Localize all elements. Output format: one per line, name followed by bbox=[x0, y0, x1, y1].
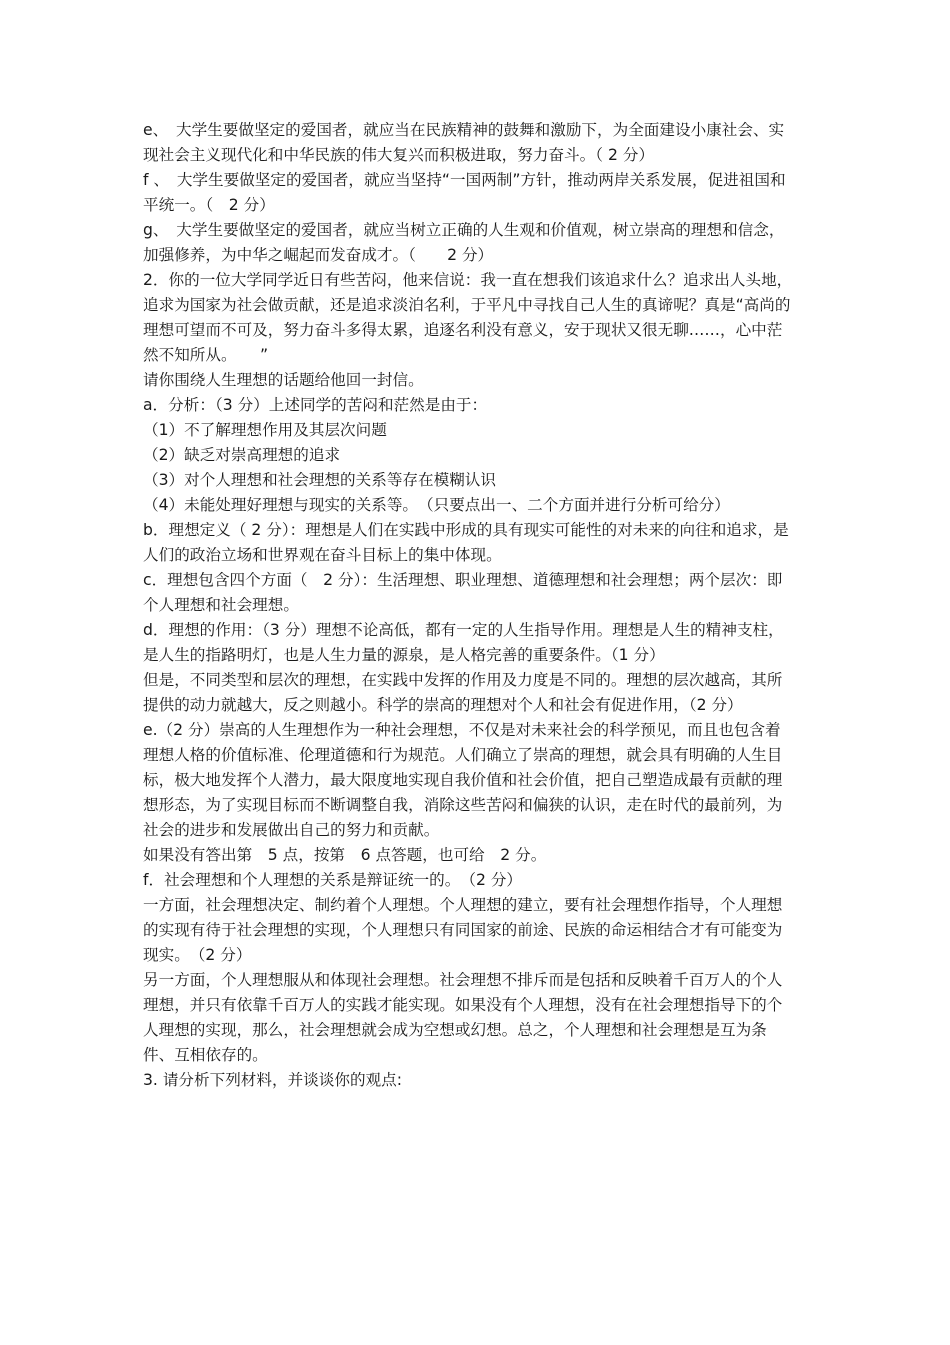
answer-f-other-side: 另一方面，个人理想服从和体现社会理想。社会理想不排斥而是包括和反映着千百万人的个人理想，并只有依靠千百万人的实践才能实现。如果没有个人理想，没有在社会理想指导下的个人理想的实现，那么，社会理想就会成为空想或幻想。总之，个人理想和社会理想是互为条件、互相依存的。 bbox=[143, 971, 783, 1064]
answer-b-definition: b．理想定义（ 2 分）：理想是人们在实践中形成的具有现实可能性的对未来的向往和追求，是人们的政治立场和世界观在奋斗目标上的集中体现。 bbox=[143, 521, 789, 564]
answer-a-point-4: （4）未能处理好理想与现实的关系等。 （只要点出一、二个方面并进行分析可给分） bbox=[143, 496, 730, 514]
answer-f-one-side: 一方面，社会理想决定、制约着个人理想。个人理想的建立，要有社会理想作指导，个人理想的实现有待于社会理想的实现，个人理想只有同国家的前途、民族的命运相结合才有可能变为现实。 （2 分） bbox=[143, 896, 783, 964]
paragraph-g-correct-outlook: g、 大学生要做坚定的爱国者，就应当树立正确的人生观和价值观，树立崇高的理想和信念，加强修养，为中华之崛起而发奋成才。（ 2 分） bbox=[143, 221, 785, 264]
answer-a-analysis: a．分析：（3 分）上述同学的苦闷和茫然是由于： bbox=[143, 396, 488, 414]
question-2-prompt: 2．你的一位大学同学近日有些苦闷，他来信说：我一直在想我们该追求什么？追求出人头地，追求为国家为社会做贡献，还是追求淡泊名利，于平凡中寻找自己人生的真谛呢？真是“高尚的理想可望而不可及，努力奋斗多得太累，追逐名利没有意义，安于现状又很无聊……，心中茫然不知所从。 ” bbox=[143, 271, 793, 364]
answer-a-point-2: （2）缺乏对崇高理想的追求 bbox=[143, 446, 341, 464]
answer-e-lofty-ideal: e.（2 分）崇高的人生理想作为一种社会理想，不仅是对未来社会的科学预见，而且也包含着理想人格的价值标准、伦理道德和行为规范。人们确立了崇高的理想，就会具有明确的人生目标，极大地发挥个人潜力，最大限度地实现自我价值和社会价值，把自己塑造成最有贡献的理想形态，为了实现目标而不断调整自我，消除这些苦闷和偏狭的认识，走在时代的最前列，为社会的进步和发展做出自己的努力和贡献。 bbox=[143, 721, 783, 839]
answer-f-relationship: f．社会理想和个人理想的关系是辩证统一的。 （2 分） bbox=[143, 871, 523, 889]
answer-d-function: d．理想的作用：（3 分）理想不论高低，都有一定的人生指导作用。理想是人生的精神支柱，是人生的指路明灯，也是人生力量的源泉，是人格完善的重要条件。（1 分） bbox=[143, 621, 784, 664]
scoring-note: 如果没有答出第 5 点，按第 6 点答题，也可给 2 分。 bbox=[143, 846, 547, 864]
answer-c-aspects: c．理想包含四个方面（ 2 分）：生活理想、职业理想、道德理想和社会理想；两个层次：即个人理想和社会理想。 bbox=[143, 571, 783, 614]
answer-d-levels: 但是，不同类型和层次的理想，在实践中发挥的作用及力度是不同的。理想的层次越高，其所提供的动力就越大，反之则越小。科学的崇高的理想对个人和社会有促进作用，（2 分） bbox=[143, 671, 783, 714]
answer-a-point-1: （1）不了解理想作用及其层次问题 bbox=[143, 421, 387, 439]
answer-a-point-3: （3）对个人理想和社会理想的关系等存在模糊认识 bbox=[143, 471, 496, 489]
question-3-prompt: 3. 请分析下列材料，并谈谈你的观点: bbox=[143, 1071, 402, 1089]
question-2-task: 请你围绕人生理想的话题给他回一封信。 bbox=[143, 371, 424, 389]
paragraph-f-one-country-two-systems: f 、 大学生要做坚定的爱国者，就应当坚持“一国两制”方针，推动两岸关系发展，促进祖国和平统一。（ 2 分） bbox=[143, 171, 786, 214]
document-body bbox=[143, 118, 793, 1093]
paragraph-e-patriot-striving: e、 大学生要做坚定的爱国者，就应当在民族精神的鼓舞和激励下，为全面建设小康社会、实现社会主义现代化和中华民族的伟大复兴而积极进取，努力奋斗。（ 2 分） bbox=[143, 121, 785, 164]
